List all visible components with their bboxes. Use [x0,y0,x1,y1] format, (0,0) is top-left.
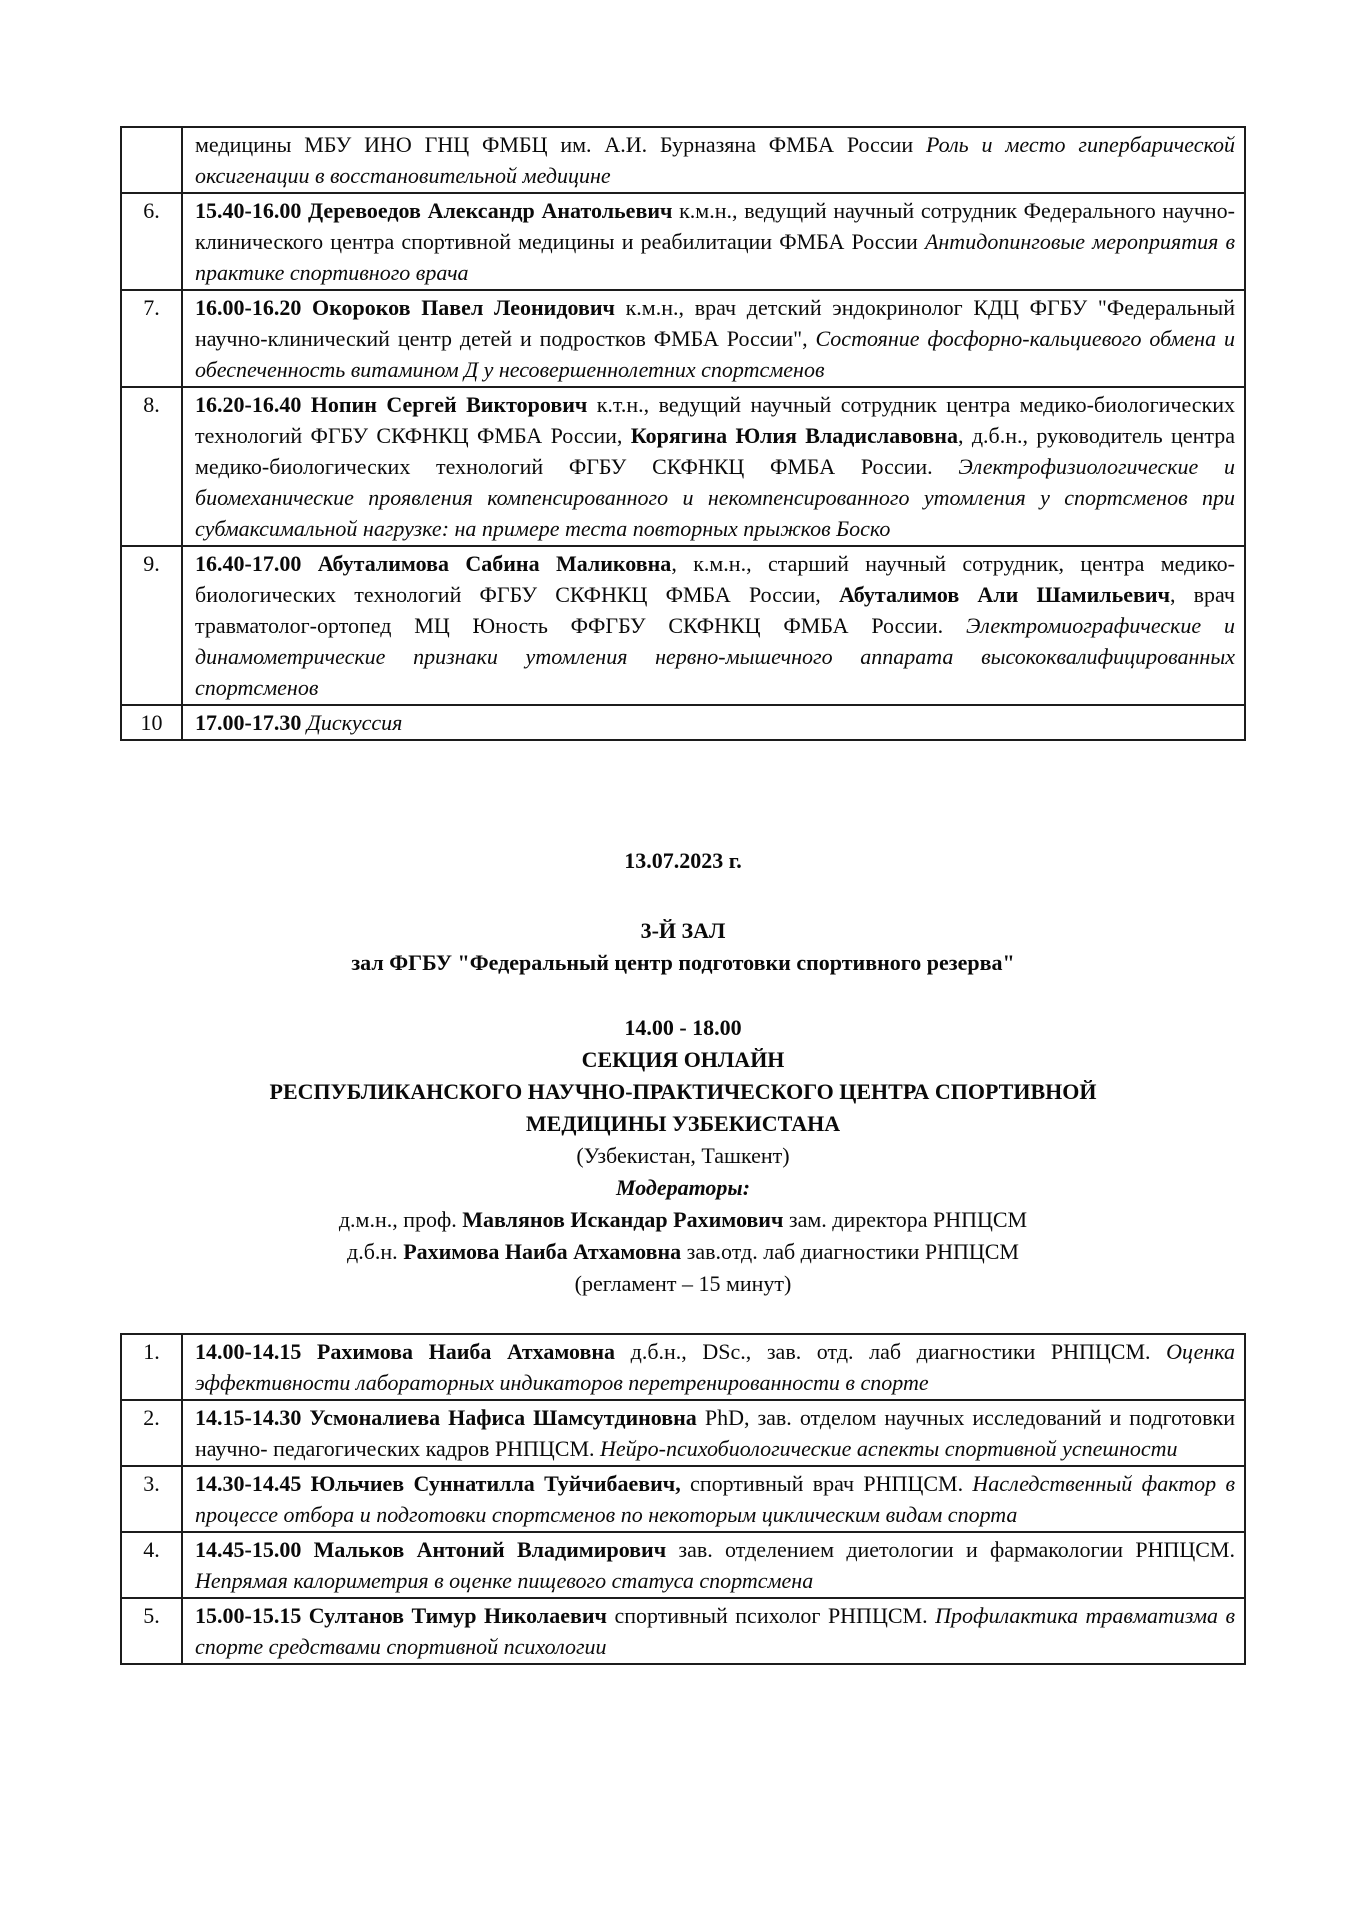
row-text [182,1466,1245,1532]
text-segment: 16.20-16.40 Нопин Сергей Викторович [195,392,588,417]
hall-title: 3-Й ЗАЛ [640,918,726,943]
session-table-afternoon [120,1333,1246,1665]
row-number: 10 [121,705,182,740]
section-heading [120,845,1246,1300]
text-segment: Состояние фосфорно-кальциевого обмена и обеспеченность витамином Д у несовершеннолетних спортсменов [195,326,1235,382]
text-segment: Рахимова Наиба Атхамовна [403,1239,682,1264]
text-segment: спортивный психолог РНПЦСМ. [606,1603,936,1628]
section-title-line3: МЕДИЦИНЫ УЗБЕКИСТАНА [525,1111,841,1136]
text-segment: Абуталимов Али Шамильевич [838,582,1170,607]
row-number: 6. [121,193,182,290]
text-segment: медицины МБУ ИНО ГНЦ ФМБЦ им. А.И. Бурназяна ФМБА России [195,132,926,157]
session-row [121,290,1245,387]
row-number [121,127,182,193]
moderators-label: Модераторы: [615,1175,751,1200]
session-date: 13.07.2023 г. [624,848,742,873]
text-segment: Нейро-психобиологические аспекты спортивной успешности [600,1436,1178,1461]
text-segment: 16.00-16.20 Окороков Павел Леонидович [195,295,615,320]
row-text [182,193,1245,290]
session-time: 14.00 - 18.00 [624,1015,742,1040]
text-segment: 14.30-14.45 Юльчиев Суннатилла Туйчибаевич, [195,1471,681,1496]
text-segment: , к.м.н., старший научный сотрудник, центра медико-биологических технологий ФГБУ СКФНКЦ ФМБА России, [195,551,1235,607]
text-segment: к.т.н., ведущий научный сотрудник центра медико-биологических технологий ФГБУ СКФНКЦ ФМБА России, [195,392,1235,448]
section-title-line1: СЕКЦИЯ ОНЛАЙН [581,1047,785,1072]
text-segment: д.б.н., DSc., зав. отд. лаб диагностики РНПЦСМ. [615,1339,1167,1364]
text-segment: зав.отд. лаб диагностики РНПЦСМ [681,1239,1019,1264]
text-segment: Непрямая калориметрия в оценке пищевого статуса спортсмена [195,1568,814,1593]
row-text [182,705,1245,740]
regulation-line: (регламент – 15 минут) [574,1271,792,1296]
text-segment: Антидопинговые мероприятия в практике спортивного врача [195,229,1235,285]
text-segment: к.м.н., врач детский эндокринолог КДЦ ФГБУ "Федеральный научно-клинический центр детей и подростков ФМБА России", [195,295,1235,351]
text-segment: Оценка эффективности лабораторных индикаторов перетренированности в спорте [195,1339,1235,1395]
row-text [182,127,1245,193]
text-segment: зав. отделением диетологии и фармакологии РНПЦСМ. [666,1537,1235,1562]
text-segment: , врач травматолог-ортопед МЦ Юность ФФГБУ СКФНКЦ ФМБА России. [195,582,1235,638]
text-segment: Мавлянов Искандар Рахимович [462,1207,784,1232]
row-number: 8. [121,387,182,546]
row-number: 5. [121,1598,182,1664]
text-segment: Дискуссия [306,710,403,735]
text-segment: Электрофизиологические и биомеханические проявления компенсированного и некомпенсированного утомления у спортсменов при субмаксимальной нагрузке: на примере теста повторных прыжков Боско [195,454,1236,541]
session-row [121,1466,1245,1532]
row-number: 2. [121,1400,182,1466]
session-row [121,1334,1245,1400]
text-segment: 17.00-17.30 [195,710,307,735]
text-segment: зам. директора РНПЦСМ [783,1207,1028,1232]
text-segment: 14.45-15.00 Мальков Антоний Владимирович [195,1537,667,1562]
text-segment: 16.40-17.00 Абуталимова Сабина Маликовна [195,551,672,576]
text-segment: спортивный врач РНПЦСМ. [680,1471,973,1496]
row-number: 1. [121,1334,182,1400]
row-text [182,1400,1245,1466]
venue-line: зал ФГБУ "Федеральный центр подготовки спортивного резерва" [351,950,1015,975]
text-segment: 15.00-15.15 Султанов Тимур Николаевич [195,1603,607,1628]
moderator-2 [120,1236,1246,1268]
row-text [182,546,1245,705]
text-segment: д.б.н. [347,1239,404,1264]
session-row [121,1400,1245,1466]
text-segment: д.м.н., проф. [338,1207,463,1232]
text-segment: PhD, зав. отделом научных исследований и подготовки научно- педагогических кадров РНПЦСМ. [195,1405,1235,1461]
text-segment: Профилактика травматизма в спорте средствами спортивной психологии [195,1603,1236,1659]
text-segment: 14.15-14.30 Усмоналиева Нафиса Шамсутдиновна [195,1405,697,1430]
text-segment: 14.00-14.15 Рахимова Наиба Атхамовна [195,1339,616,1364]
row-text [182,1532,1245,1598]
row-number: 4. [121,1532,182,1598]
session-table-morning [120,126,1246,741]
session-row [121,387,1245,546]
text-segment: 15.40-16.00 Деревоедов Александр Анатольевич [195,198,673,223]
text-segment: к.м.н., ведущий научный сотрудник Федерального научно-клинического центра спортивной медицины и реабилитации ФМБА России [195,198,1235,254]
session-row [121,705,1245,740]
row-text [182,387,1245,546]
session-row [121,1598,1245,1664]
text-segment: Роль и место гипербарической оксигенации в восстановительной медицине [195,132,1235,188]
row-number: 7. [121,290,182,387]
row-number: 3. [121,1466,182,1532]
moderator-1 [120,1204,1246,1236]
text-segment: , д.б.н., руководитель центра медико-биологических технологий ФГБУ СКФНКЦ ФМБА России. [195,423,1235,479]
text-segment: Электромиографические и динамометрические признаки утомления нервно-мышечного аппарата высококвалифицированных спортсменов [195,613,1235,700]
session-row [121,1532,1245,1598]
location-line: (Узбекистан, Ташкент) [576,1143,790,1168]
session-row [121,193,1245,290]
row-text [182,290,1245,387]
row-text [182,1334,1245,1400]
session-row [121,127,1245,193]
row-text [182,1598,1245,1664]
text-segment: Наследственный фактор в процессе отбора и подготовки спортсменов по некоторым циклическим видам спорта [195,1471,1235,1527]
row-number: 9. [121,546,182,705]
text-segment: Корягина Юлия Владиславовна [630,423,958,448]
section-title-line2: РЕСПУБЛИКАНСКОГО НАУЧНО-ПРАКТИЧЕСКОГО ЦЕНТРА СПОРТИВНОЙ [269,1079,1097,1104]
session-row [121,546,1245,705]
